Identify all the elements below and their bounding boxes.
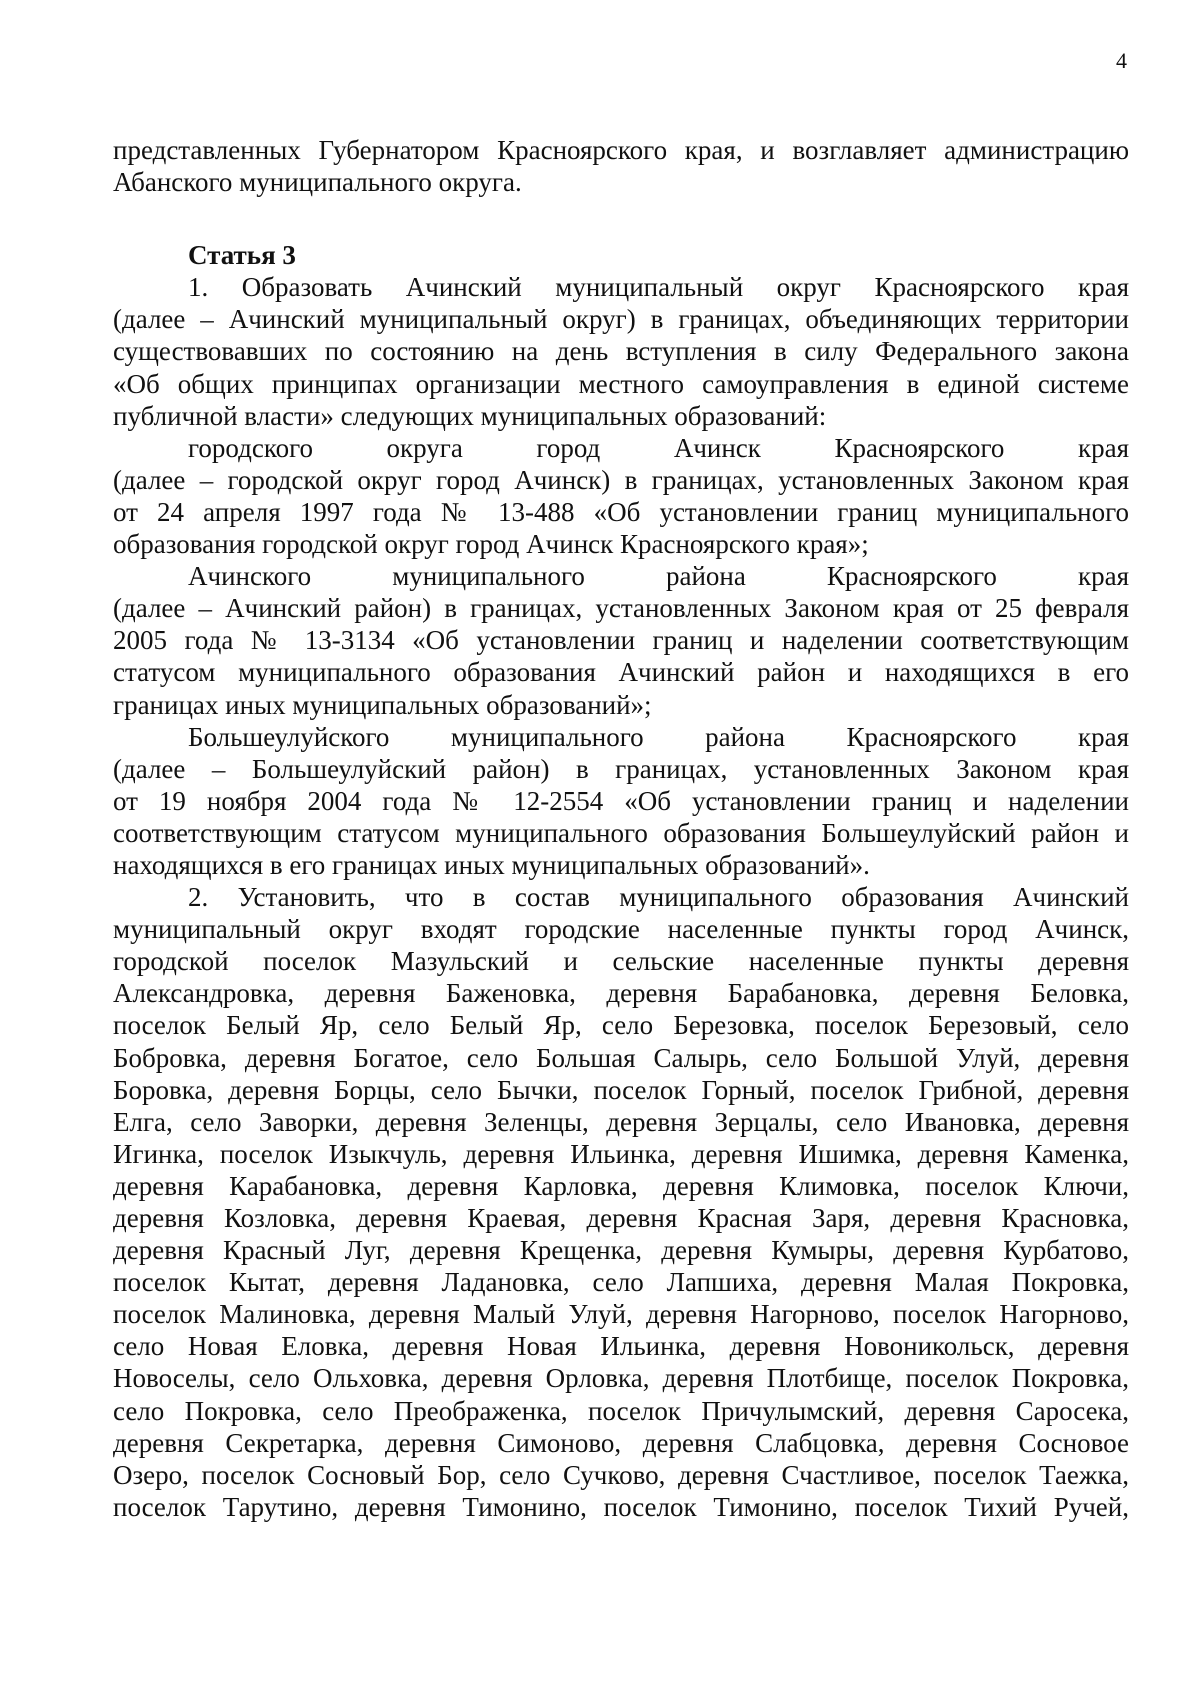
text-line: соответствующим статусом муниципального образования Большеулуйский район и — [113, 817, 1129, 848]
text-line: село Новая Еловка, деревня Новая Ильинка, деревня Новоникольск, деревня — [113, 1331, 1129, 1362]
article-paragraph-2 — [113, 881, 1129, 1523]
text-line: (далее – Большеулуйский район) в границах, установленных Законом края — [113, 753, 1129, 784]
text-line: поселок Малиновка, деревня Малый Улуй, деревня Нагорново, поселок Нагорново, — [113, 1299, 1129, 1330]
text-line: городской поселок Мазульский и сельские населенные пункты деревня — [113, 946, 1129, 977]
text-line: деревня Карабановка, деревня Карловка, деревня Климовка, поселок Ключи, — [113, 1170, 1129, 1201]
text-line: 2. Установить, что в состав муниципального образования Ачинский — [188, 882, 1129, 913]
text-line: Елга, село Заворки, деревня Зеленцы, деревня Зерцалы, село Ивановка, деревня — [113, 1106, 1129, 1137]
body-text — [113, 134, 1129, 1523]
text-line: Александровка, деревня Баженовка, деревня Барабановка, деревня Беловка, — [113, 978, 1129, 1009]
text-line: Боровка, деревня Борцы, село Бычки, поселок Горный, поселок Грибной, деревня — [113, 1074, 1129, 1105]
text-line: деревня Секретарка, деревня Симоново, деревня Слабцовка, деревня Сосновое — [113, 1427, 1129, 1458]
text-line: (далее – Ачинский муниципальный округ) в границах, объединяющих территории — [113, 304, 1129, 335]
text-line: деревня Козловка, деревня Краевая, деревня Красная Заря, деревня Красновка, — [113, 1203, 1129, 1233]
text-line: представленных Губернатором Красноярского края, и возглавляет администрацию — [113, 135, 1129, 165]
text-line: «Об общих принципах организации местного самоуправления в единой системе — [113, 368, 1129, 399]
article-paragraph-1 — [113, 271, 1129, 431]
text-line: городского округа город Ачинск Красноярского края — [188, 432, 1129, 463]
text-line: поселок Тарутино, деревня Тимонино, поселок Тимонино, поселок Тихий Ручей, — [113, 1491, 1129, 1522]
text-line: границах иных муниципальных образований»; — [113, 689, 652, 720]
text-line: Бобровка, деревня Богатое, село Большая Салырь, село Большой Улуй, деревня — [113, 1042, 1129, 1073]
text-line: (далее – городской округ город Ачинск) в границах, установленных Законом края — [113, 464, 1129, 495]
page-number: 4 — [1116, 48, 1127, 73]
text-line: деревня Красный Луг, деревня Крещенка, деревня Кумыры, деревня Курбатово, — [113, 1235, 1129, 1266]
text-line: от 24 апреля 1997 года № 13-488 «Об установлении границ муниципального — [113, 496, 1129, 527]
text-line: Озеро, поселок Сосновый Бор, село Сучково, деревня Счастливое, поселок Таежка, — [113, 1459, 1129, 1490]
text-line: Ачинского муниципального района Красноярского края — [188, 561, 1129, 592]
article-heading: Статья 3 — [188, 240, 296, 271]
text-line: 2005 года № 13-3134 «Об установлении границ и наделении соответствующим — [113, 625, 1129, 656]
text-line: Большеулуйского муниципального района Красноярского края — [188, 721, 1129, 752]
text-line: поселок Белый Яр, село Белый Яр, село Березовка, поселок Березовый, село — [113, 1010, 1129, 1041]
text-line: публичной власти» следующих муниципальных образований: — [113, 400, 827, 431]
text-line: село Покровка, село Преображенка, поселок Причулымский, деревня Саросека, — [113, 1395, 1129, 1426]
text-line: поселок Кытат, деревня Ладановка, село Лапшиха, деревня Малая Покровка, — [113, 1267, 1129, 1298]
text-line: находящихся в его границах иных муниципальных образований». — [113, 849, 870, 880]
text-line: 1. Образовать Ачинский муниципальный округ Красноярского края — [188, 272, 1129, 303]
text-line: Новоселы, село Ольховка, деревня Орловка, деревня Плотбище, поселок Покровка, — [113, 1363, 1129, 1394]
text-line: Абанского муниципального округа. — [113, 167, 522, 198]
text-line: образования городской округ город Ачинск Красноярского края»; — [113, 529, 869, 560]
text-line: Игинка, поселок Изыкчуль, деревня Ильинка, деревня Ишимка, деревня Каменка, — [113, 1138, 1129, 1169]
intro-paragraph — [113, 134, 1129, 198]
list-item-bolsheuluy-district — [113, 721, 1129, 881]
list-item-achinsk-district — [113, 560, 1129, 720]
text-line: муниципальный округ входят городские населенные пункты город Ачинск, — [113, 914, 1129, 945]
text-line: существовавших по состоянию на день вступления в силу Федерального закона — [113, 336, 1129, 367]
text-line: (далее – Ачинский район) в границах, установленных Законом края от 25 февраля — [113, 593, 1129, 624]
list-item-city-district — [113, 432, 1129, 560]
paragraph-gap — [113, 198, 1129, 239]
text-line: от 19 ноября 2004 года № 12-2554 «Об установлении границ и наделении — [113, 785, 1129, 816]
text-line: статусом муниципального образования Ачинский район и находящихся в его — [113, 657, 1129, 688]
